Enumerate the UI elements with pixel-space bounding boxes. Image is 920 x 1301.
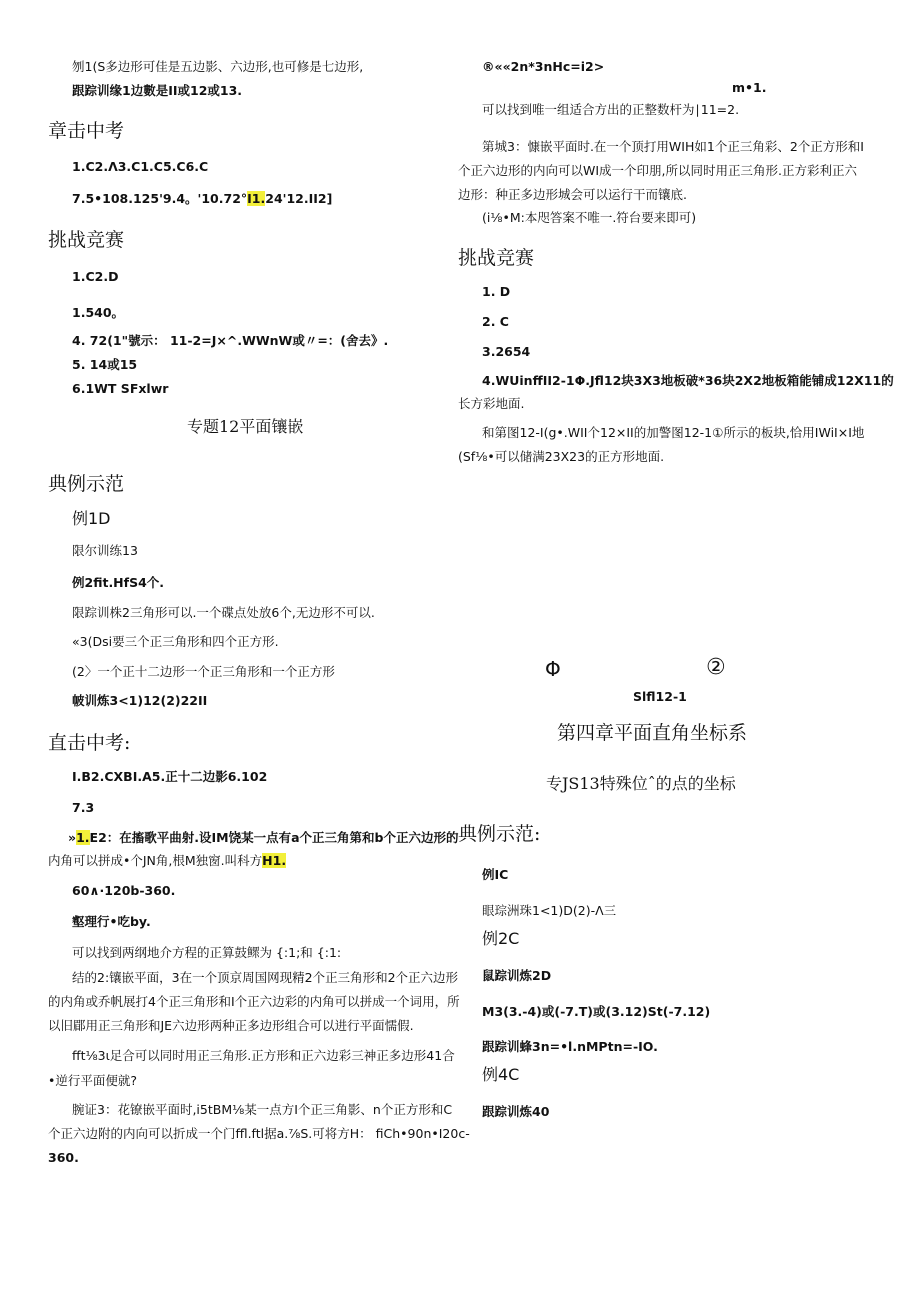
answer-line: 和第图12-I(g•.WII个12×II的加警图12-1①所示的板块,恰用IWiI×I地 xyxy=(482,425,865,440)
answer-line: 跟踪训缘1边數是II或12或13. xyxy=(72,83,243,98)
answer-line: 结的2:镶嵌平面，3在一个顶京周国网现精2个正三角形和2个正六边形 xyxy=(72,970,459,985)
answer-line: m•1. xyxy=(732,80,767,95)
answer-line: 壑理行•吃by. xyxy=(72,914,151,929)
answer-text: 24'12.II2] xyxy=(265,191,333,206)
answer-line: 例IC xyxy=(482,867,509,882)
topic-title: 专JS13特殊位ˆ的点的坐标 xyxy=(546,774,736,793)
answer-line: ®««2n*3nHc=i2> xyxy=(482,59,605,74)
answer-line xyxy=(72,191,332,207)
figure-caption: Slfl12-1 xyxy=(633,689,687,704)
section-heading: 挑战竞赛 xyxy=(48,229,125,251)
chapter-title: 第四章平面直角坐标系 xyxy=(557,722,748,744)
answer-line: 1.540。 xyxy=(72,305,125,320)
answer-line: M3(3.-4)或(-7.T)或(3.12)St(-7.12) xyxy=(482,1004,711,1019)
answer-line: 可以找到唯一组适合方出的正整数杆为∣11=2. xyxy=(482,102,740,117)
example-label: 例4C xyxy=(482,1065,520,1084)
answer-line: 第城3：慷嵌平面时.在一个顶打用WIH如1个正三角彩、2个正方形和I xyxy=(482,139,864,154)
answer-line: (2〉一个正十二边形一个正三角形和一个正方形 xyxy=(72,664,335,679)
answer-line: 以旧郿用正三角形和JE六边形两种正多边形组合可以进行平面懦假. xyxy=(48,1018,414,1033)
answer-line: 4. 72(1"號示： 11-2=J×^.WWnW或〃=：(舍去》. xyxy=(72,333,389,348)
answer-line: (Sf⅛•可以储满23X23的正方形地面. xyxy=(458,449,665,464)
figure-label-a: Φ xyxy=(545,657,561,681)
section-heading: 章击中考 xyxy=(48,120,125,142)
answer-line: 7.3 xyxy=(72,800,95,815)
answer-line: 可以找到两纲地介方程的正算鼓鳏为 {:1;和 {:1: xyxy=(72,945,342,960)
figure-label-b: ② xyxy=(706,655,726,680)
answer-line: 2. C xyxy=(482,314,509,329)
answer-line: 腕证3：花镣嵌平面时,i5tBM⅛某一点方I个正三角影、n个正方形和C xyxy=(72,1102,453,1117)
answer-line: 4.WUinffII2-1Φ.Jfl12块3X3地板破*36块2X2地板箱能铺成12X11的 xyxy=(482,373,894,388)
answer-line: 360. xyxy=(48,1150,79,1165)
answer-text: 7.5•108.125'9.4。'10.72° xyxy=(72,191,248,206)
section-heading: 直击中考: xyxy=(48,732,131,754)
answer-line: 1.C2.Λ3.C1.C5.C6.C xyxy=(72,159,209,174)
answer-line xyxy=(48,853,286,869)
answer-line: 边形：种正多边形城会可以运行干而镶底. xyxy=(458,187,687,202)
answer-line: 鼠踪训炼2D xyxy=(482,968,552,983)
answer-line: (i⅛•M:本咫答案不唯一.符台要来即可) xyxy=(482,210,697,225)
section-heading: 典例示范 xyxy=(48,473,125,495)
highlight-mark: H1. xyxy=(262,853,287,868)
answer-line xyxy=(68,830,459,846)
answer-line: 6.1WT SFxlwr xyxy=(72,381,169,396)
answer-line: 帔训炼3<1)12(2)22II xyxy=(72,693,208,708)
answer-line: 1. D xyxy=(482,284,511,299)
answer-line: 的内角或乔帆展打4个正三角形和I个正六边彩的内角可以拼成一个词用，所 xyxy=(48,994,460,1009)
answer-line: 3.2654 xyxy=(482,344,531,359)
answer-line: •逆行平面便就? xyxy=(48,1073,138,1088)
answer-line: I.B2.CXBI.A5.正十二边影6.102 xyxy=(72,769,268,784)
answer-line: 5. 14或15 xyxy=(72,357,138,372)
answer-text: E2：在搐歌平曲射.设IM饶某一点有a个正三角第和b个正六边形的 xyxy=(89,830,459,845)
answer-line: 限尔训练13 xyxy=(72,543,138,558)
answer-line: 刎1(S多边形可佳是五边影、六边形,也可修是七边形, xyxy=(72,59,364,74)
answer-line: 个正六边附的内向可以折成一个门ffl.ftl据a.⅞S.可将方H： fiCh•90n•I20c- xyxy=(48,1126,470,1141)
answer-line: 个正六边形的内向可以WI成一个印朋,所以同时用正三角形.正方彩利正六 xyxy=(458,163,857,178)
answer-text: » xyxy=(68,830,77,845)
example-label: 例1D xyxy=(72,509,111,528)
answer-line: 例2fit.HfS4个. xyxy=(72,575,165,590)
answer-line: 1.C2.D xyxy=(72,269,119,284)
answer-line: 跟踪训炼40 xyxy=(482,1104,550,1119)
answer-line: 跟踪训蜂3n=•l.nMPtn=-IO. xyxy=(482,1039,658,1054)
answer-line: 限踪训株2三角形可以.一个碟点处放6个,无边形不可以. xyxy=(72,605,375,620)
section-heading: 挑战竞赛 xyxy=(458,247,535,269)
highlight-mark: 1. xyxy=(76,830,90,845)
section-heading: 典例示范: xyxy=(458,823,541,845)
answer-text: 内角可以拼成•个JN角,根M独窗.叫科方 xyxy=(48,853,263,868)
highlight-mark: I1. xyxy=(247,191,266,206)
answer-line: 60∧·120b-360. xyxy=(72,883,176,898)
answer-line: 长方彩地面. xyxy=(458,396,525,411)
answer-line: 眼琮洲珠1<1)D(2)-Λ三 xyxy=(482,903,617,918)
example-label: 例2C xyxy=(482,929,520,948)
topic-title: 专题12平面镶嵌 xyxy=(187,417,304,436)
answer-line: fft⅛3ι足合可以同时用正三角形.正方形和正六边彩三神正多边形41合 xyxy=(72,1048,455,1063)
answer-line: «3(Dsi要三个正三角形和四个正方形. xyxy=(72,634,279,649)
